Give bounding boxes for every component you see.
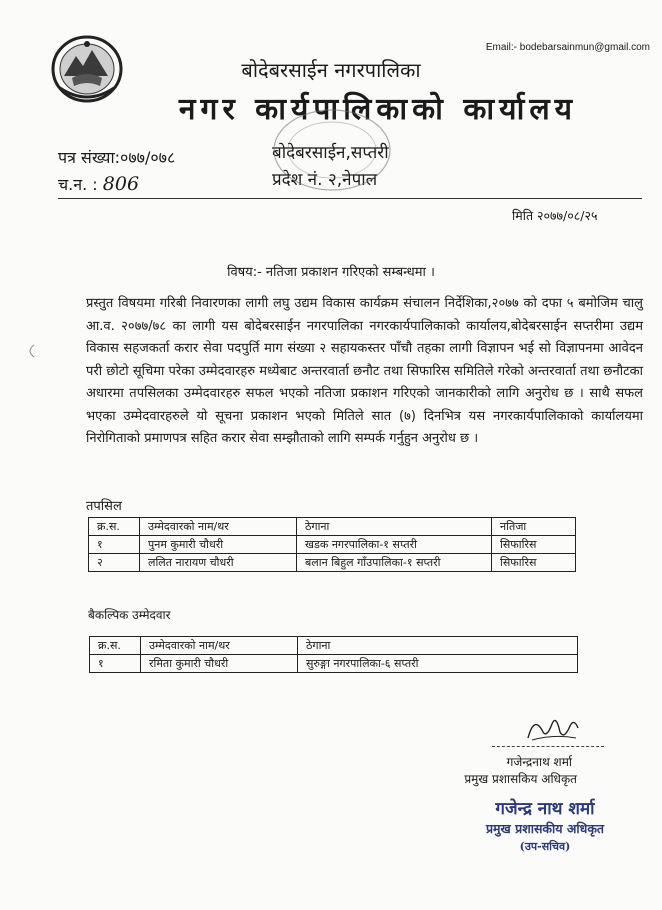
table-header-row — [90, 637, 578, 655]
margin-mark — [24, 344, 38, 358]
municipality-name: बोदेबरसाईन नगरपालिका — [241, 58, 421, 82]
header-candidate-name: उम्मेदवारको नाम/थर — [141, 637, 298, 655]
office-seal-stamp — [270, 106, 394, 194]
signatory-name: गजेन्द्रनाथ शर्मा — [506, 755, 572, 769]
dispatch-value: 806 — [102, 173, 140, 195]
alternate-candidate-table — [89, 636, 578, 673]
header-result: नतिजा — [492, 518, 576, 536]
signatory-title: प्रमुख प्रशासकिय अधिकृत — [464, 772, 577, 786]
dispatch-number — [58, 173, 139, 195]
header-serial: क्र.स. — [89, 518, 140, 536]
reference-label: पत्र संख्या: — [58, 148, 120, 167]
letter-body: प्रस्तुत विषयमा गरिबी निवारणका लागी लघु उद्यम विकास कार्यक्रम संचालन निर्देशिका,२०७७ को दफा ५ बमोजिम चालु आ.व. २०७७/७८ का लागी यस बोदेबरसाईन नगरपालिका नगरकार्यपालिकाको कार्यालय,बोदेबरसाईन सप्तरीमा उद्यम विकास सहजकर्ता करार सेवा पदपुर्ति माग संख्या २ सहायकस्तर पाँचौ तहका लागी विज्ञापन भई सो विज्ञापनमा आवेदन परी छोटो सूचिमा परेका उम्मेदवारहरु मध्येबाट अन्तरवार्ता छनौट तथा सिफारिस समितिले गरेको अन्तरवार्ता तथा छनौटका अधारमा तपसिलका उम्मेदवारहरु सफल भएको नतिजा प्रकाशन गरिएको जानकारीको लागि अनुरोध छ । साथै सफल भएका उम्मेदवारहरुले यो सूचना प्रकाशन भएको मितिले सात (७) दिनभित्र यस नगरकार्यपालिकाको कार्यालयमा निरोगिताको प्रमाणपत्र सहित करार सेवा सम्झौताको लागि सम्पर्क गर्नुहुन अनुरोध छ । — [86, 296, 643, 446]
handwritten-signature — [524, 710, 580, 746]
cell-result: सिफारिस — [492, 554, 576, 572]
cell-serial: १ — [90, 655, 141, 673]
results-table — [88, 517, 576, 572]
header-divider — [58, 198, 642, 199]
header-address: ठेगाना — [298, 637, 578, 655]
office-title: नगर कार्यपालिकाको कार्यालय — [178, 92, 578, 127]
letter-date: मिति २०७७/०८/२५ — [512, 208, 598, 223]
header-candidate-name: उम्मेदवारको नाम/थर — [140, 518, 297, 536]
reference-value: ०७७/०७८ — [120, 148, 176, 167]
address-line-2: प्रदेश नं. २,नेपाल — [272, 170, 378, 190]
header-serial: क्र.स. — [90, 637, 141, 655]
address-line-1: बोदेबरसाईन,सप्तरी — [272, 143, 389, 163]
table-header-row — [89, 518, 576, 536]
cell-candidate-name: पुनम कुमारी चौधरी — [140, 536, 297, 554]
table-row — [89, 536, 576, 554]
cell-candidate-name: रमिता कुमारी चौधरी — [141, 655, 298, 673]
letter-subject: विषय:- नतिजा प्रकाशन गरिएको सम्बन्धमा । — [227, 265, 435, 280]
cell-address: खडक नगरपालिका-१ सप्तरी — [297, 536, 492, 554]
header-address: ठेगाना — [297, 518, 492, 536]
office-email: Email:- bodebarsainmun@gmail.com — [485, 42, 650, 53]
cell-candidate-name: ललित नारायण चौधरी — [140, 554, 297, 572]
stamp-post: (उप-सचिव) — [519, 840, 571, 853]
name-stamp — [470, 796, 620, 854]
signature-line — [492, 746, 604, 747]
table-row — [89, 554, 576, 572]
stamp-title: प्रमुख प्रशासकीय अधिकृत — [485, 821, 605, 836]
cell-serial: २ — [89, 554, 140, 572]
details-label: तपसिल — [86, 499, 122, 514]
cell-result: सिफारिस — [492, 536, 576, 554]
alternate-candidate-label: बैकल्पिक उम्मेदवार — [88, 608, 171, 622]
cell-serial: १ — [89, 536, 140, 554]
cell-address: बलान बिहुल गाँउपालिका-१ सप्तरी — [297, 554, 492, 572]
reference-number — [58, 146, 175, 168]
stamp-name: गजेन्द्र नाथ शर्मा — [495, 799, 595, 819]
cell-address: सुरुङ्गा नगरपालिका-६ सप्तरी — [298, 655, 578, 673]
dispatch-label: च.न. : — [58, 175, 98, 194]
table-row — [90, 655, 578, 673]
